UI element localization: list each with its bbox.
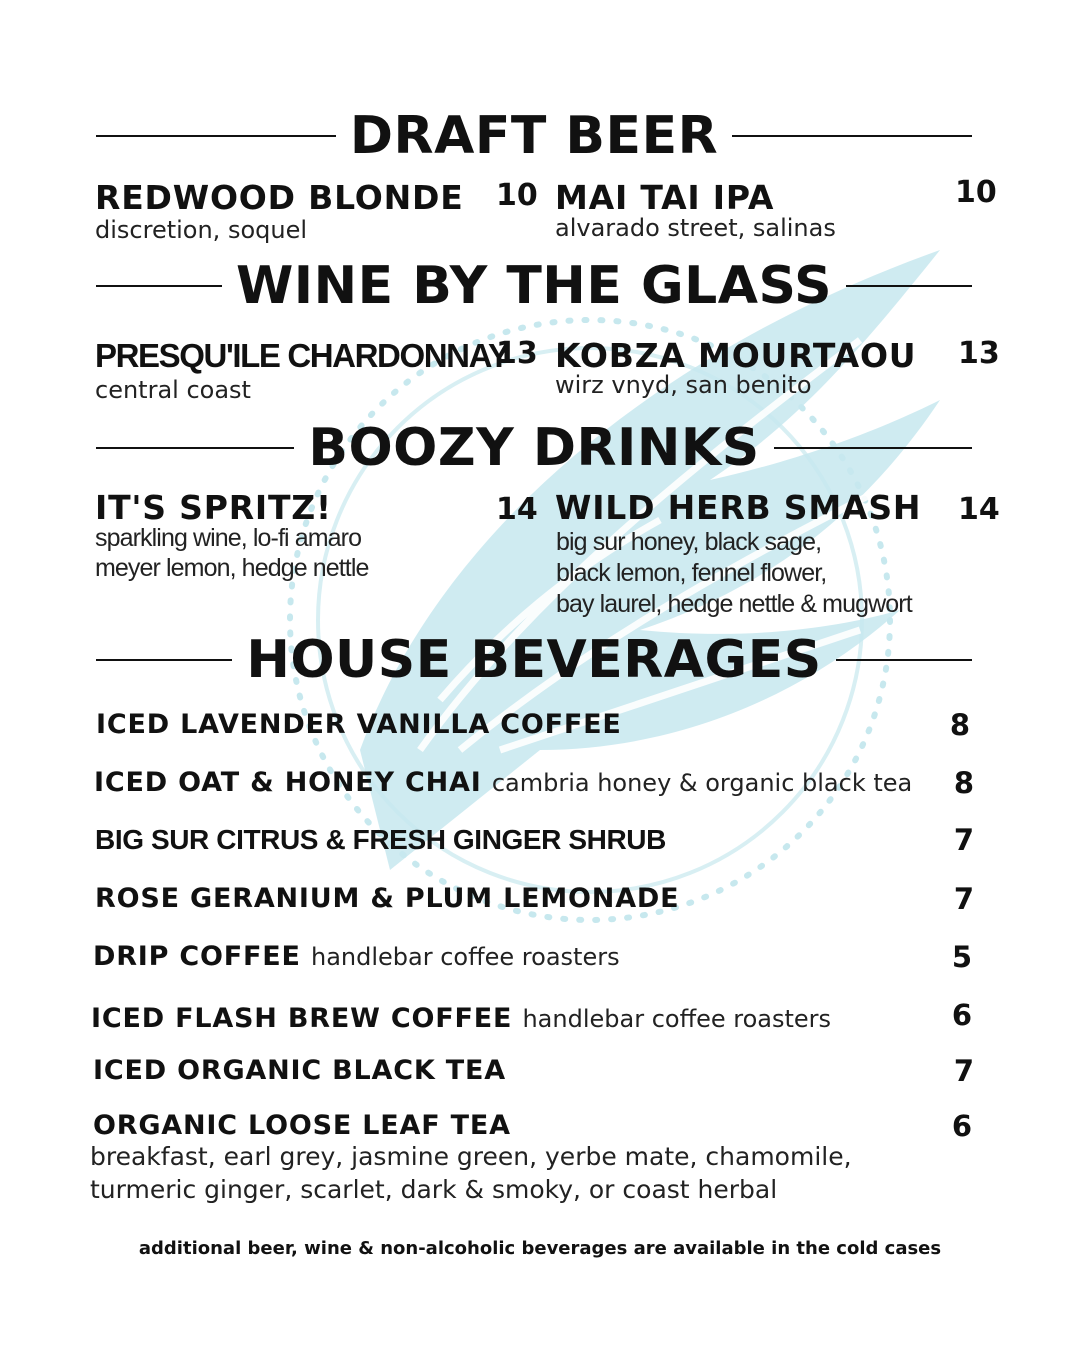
tea-list-line: turmeric ginger, scarlet, dark & smoky, or coast herbal [90, 1175, 778, 1204]
beverage-price: 8 [953, 766, 974, 800]
section-heading-boozy-drinks [96, 418, 972, 478]
heading-rule-left [96, 659, 232, 661]
beverage-label: ICED FLASH BREW COFFEE [91, 1003, 513, 1034]
item-description-line: sparkling wine, lo-fi amaro [95, 524, 362, 552]
beverage-price: 7 [953, 1054, 974, 1088]
item-price: 13 [496, 336, 538, 371]
beverage-name [94, 766, 912, 800]
beverage-name: ROSE GERANIUM & PLUM LEMONADE [95, 883, 680, 914]
footnote: additional beer, wine & non-alcoholic beverages are available in the cold cases [138, 1238, 942, 1259]
beverage-note: handlebar coffee roasters [522, 1005, 832, 1033]
item-price: 10 [496, 178, 538, 213]
item-description: discretion, soquel [95, 216, 308, 244]
heading-rule-right [732, 135, 972, 137]
item-description: wirz vnyd, san benito [555, 371, 812, 399]
beverage-price: 7 [953, 823, 974, 857]
item-name: PRESQU'ILE CHARDONNAY [95, 337, 509, 374]
beverage-label: DRIP COFFEE [93, 941, 301, 972]
beverage-name [91, 1002, 831, 1036]
section-heading-wine [96, 256, 972, 316]
item-description: central coast [95, 376, 251, 404]
item-description: alvarado street, salinas [555, 214, 836, 242]
item-name: REDWOOD BLONDE [95, 178, 464, 217]
beverage-label: ICED OAT & HONEY CHAI [94, 767, 482, 798]
item-price: 14 [496, 492, 538, 527]
heading-rule-right [836, 659, 972, 661]
item-price: 13 [958, 336, 1000, 371]
heading-rule-left [96, 447, 294, 449]
beverage-name [93, 940, 620, 974]
item-name: MAI TAI IPA [555, 178, 775, 217]
beverage-note: handlebar coffee roasters [310, 943, 620, 971]
tea-list-line: breakfast, earl grey, jasmine green, yerbe mate, chamomile, [90, 1142, 852, 1171]
beverage-price: 6 [951, 998, 972, 1032]
beverage-name: ORGANIC LOOSE LEAF TEA [93, 1110, 511, 1141]
beverage-price: 6 [951, 1109, 972, 1143]
item-price: 14 [958, 492, 1000, 527]
section-title: BOOZY DRINKS [308, 418, 760, 478]
section-heading-house-beverages [96, 630, 972, 690]
heading-rule-right [846, 285, 972, 287]
item-name: IT'S SPRITZ! [95, 488, 332, 527]
beverage-name: ICED LAVENDER VANILLA COFFEE [96, 709, 622, 740]
beverage-price: 7 [953, 882, 974, 916]
heading-rule-left [96, 285, 222, 287]
item-description-line: black lemon, fennel flower, [556, 559, 827, 587]
item-price: 10 [955, 175, 997, 210]
item-name: WILD HERB SMASH [555, 488, 922, 527]
item-description-line: meyer lemon, hedge nettle [95, 554, 369, 582]
section-heading-draft-beer [96, 106, 972, 166]
section-title: HOUSE BEVERAGES [246, 630, 822, 690]
section-title: DRAFT BEER [349, 106, 719, 166]
beverage-price: 5 [951, 940, 972, 974]
beverage-name: BIG SUR CITRUS & FRESH GINGER SHRUB [95, 824, 666, 855]
beverage-note: cambria honey & organic black tea [491, 769, 913, 797]
beverage-name: ICED ORGANIC BLACK TEA [93, 1055, 506, 1086]
item-description-line: big sur honey, black sage, [556, 528, 822, 556]
section-title: WINE BY THE GLASS [235, 256, 833, 316]
heading-rule-right [774, 447, 972, 449]
item-name: KOBZA MOURTAOU [555, 336, 917, 375]
beverage-price: 8 [949, 708, 970, 742]
item-description-line: bay laurel, hedge nettle & mugwort [556, 590, 912, 618]
heading-rule-left [96, 135, 336, 137]
